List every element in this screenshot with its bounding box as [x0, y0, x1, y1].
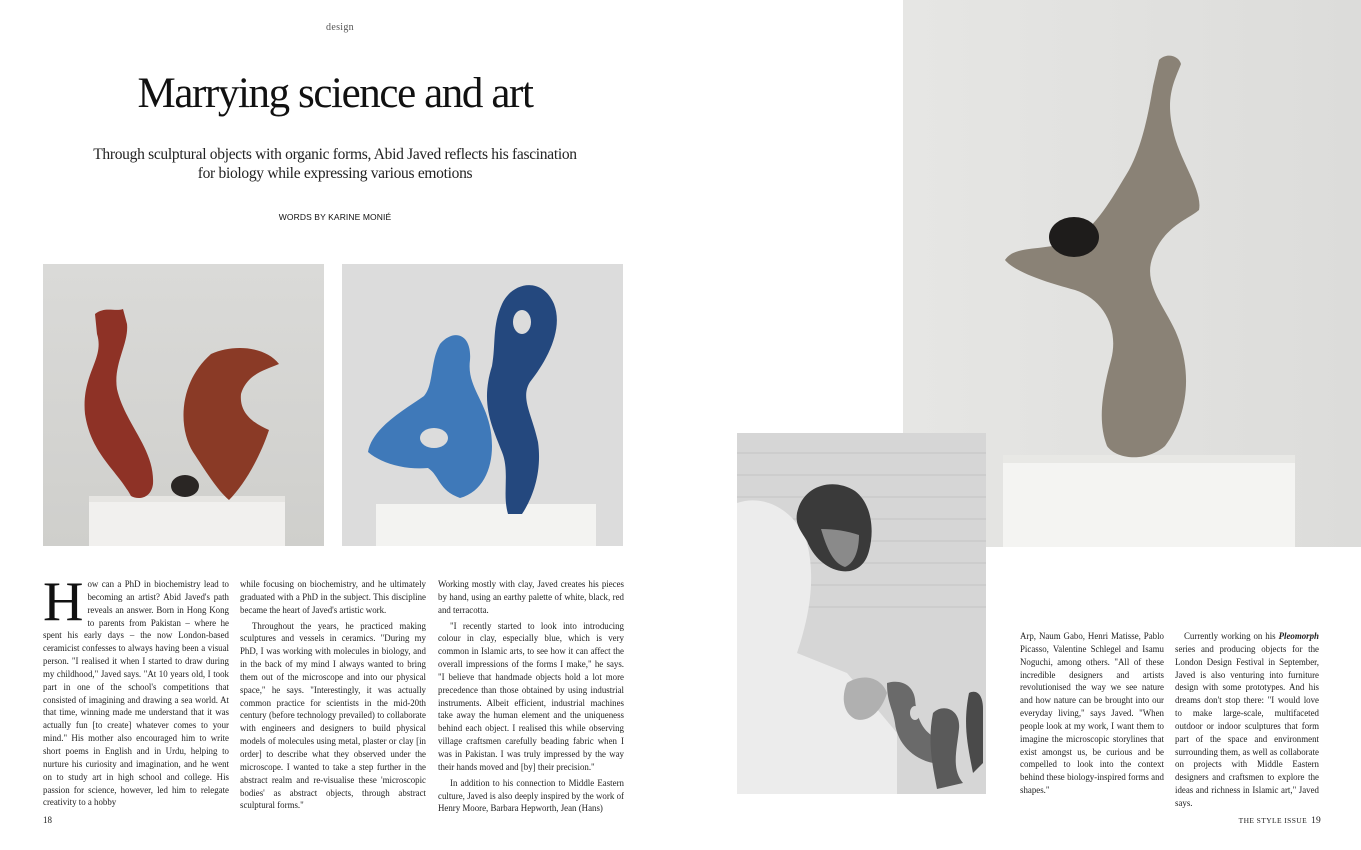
article-column-5	[1175, 630, 1319, 813]
article-column-1	[43, 571, 229, 812]
article-title: Marrying science and art	[137, 70, 533, 117]
red-sculptures-photo	[43, 264, 324, 546]
column-3-paragraph-1: Working mostly with clay, Javed creates his pieces by hand, using an earthy palette of white, black, red and terracotta.	[438, 579, 624, 615]
byline: WORDS BY KARINE MONIÉ	[278, 212, 392, 222]
section-label: design	[326, 22, 354, 33]
artist-portrait-photo	[737, 433, 986, 794]
column-3-paragraph-2: "I recently started to look into introducing colour in clay, especially blue, which is very common in Islamic arts, to see how it can affect the overall impressions of the forms I make," he says. "I believe that handmade objects hold a lot more precedence than those obtained by using industrial instruments. Albeit efficient, industrial machines take away the human element and the uniqueness behind each object. I realised this while observing village craftsmen carefully beading fabric when I was in Pakistan. I was truly impressed by the way their hands moved and [by] their precision."	[438, 620, 624, 772]
column-1-paragraph: ow can a PhD in biochemistry lead to becoming an artist? Abid Javed's path reveals an answer. Born in Hong Kong to parents from Pakistan – where he spent his early days – the now London-based ceramicist confesses to always having been a visual person. "I realised it when I started to draw during my childhood," Javed says. "At 10 years old, I took part in one of the school's competitions that consisted of imagining and drawing a sea world. At that time, winning made me understand that it was actually fun [to create] whatever comes to your mind." His mother also encouraged him to write short poems in English and in Urdu, helping to nurture his curiosity and imagination, and he went on to study art in high school and college. His passion for science, however, led him to relegate creativity to a hobby	[43, 579, 229, 808]
article-column-4	[1020, 630, 1164, 800]
column-2-paragraph-2: Throughout the years, he practiced making sculptures and vessels in ceramics. "During my PhD, I was working with molecules in biology, and in the back of my mind I always wanted to bring them out of the microscope and into our physical space," he says. "Interestingly, it was actually common practice for scientists in the mid-20th century (before technology prevailed) to collaborate with engineers and designers to build physical models of molecules using metal, plaster or clay [in order] to describe what they observed under the microscope. I wanted to take a step further in the abstract realm and re-visualise these 'microscopic bodies' as abstract objects, through abstract sculptural forms."	[240, 620, 426, 811]
page-number-right: 19	[1311, 816, 1321, 826]
column-4-paragraph: Arp, Naum Gabo, Henri Matisse, Pablo Picasso, Valentine Schlegel and Isamu Noguchi, among others. "All of these incredible designers and artists revolutionised the way we see nature and how nature can be brought into our everyday living," says Javed. "When people look at my work, I want them to imagine the microscopic storylines that exist amongst us, be curious and be compelled to look into the context behind these biology-inspired forms and shapes."	[1020, 631, 1164, 796]
column-5-paragraph: Currently working on his Pleomorph series and producing objects for the London Design Festival in September, Javed is also venturing into furniture design with some prototypes. And his dreams don't stop there: "I would love to make large-scale, multifaceted outdoor or indoor sculptures that form part of the space and environment surrounding them, as well as collaborate on projects with Middle Eastern designers and craftsmen to explore the ideas and richness in Islamic art," Javed says.	[1175, 631, 1319, 808]
column-3-paragraph-3: In addition to his connection to Middle Eastern culture, Javed is also deeply inspired by the work of Henry Moore, Barbara Hepworth, Jean (Hans)	[438, 777, 624, 814]
page-number-left: 18	[43, 815, 52, 825]
issue-name: THE STYLE ISSUE	[1238, 816, 1308, 825]
article-deck: Through sculptural objects with organic forms, Abid Javed reflects his fascination for biology while expressing various emotions	[93, 146, 577, 182]
drop-cap: H	[43, 571, 84, 633]
article-column-2	[240, 578, 426, 815]
right-footer	[1239, 815, 1321, 826]
blue-sculptures-photo	[342, 264, 623, 546]
article-column-3	[438, 578, 624, 818]
column-2-paragraph-1: while focusing on biochemistry, and he ultimately graduated with a PhD in the subject. This discipline became the heart of Javed's artistic work.	[240, 579, 426, 615]
